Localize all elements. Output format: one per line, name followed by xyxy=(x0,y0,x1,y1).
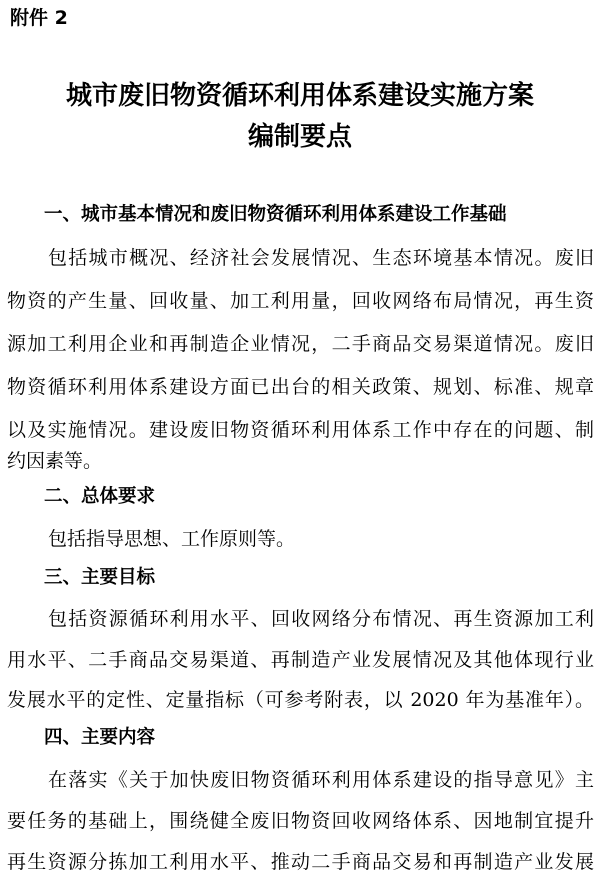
section-3-heading: 三、主要目标 xyxy=(44,567,156,588)
section-1-paragraph-line: 源加工利用企业和再制造企业情况，二手商品交易渠道情况。废旧 xyxy=(7,333,594,355)
section-2-heading: 二、总体要求 xyxy=(44,486,156,507)
section-3-paragraph-line: 发展水平的定性、定量指标（可参考附表，以 2020 年为基准年）。 xyxy=(7,689,594,711)
section-1-paragraph-line: 物资循环利用体系建设方面已出台的相关政策、规划、标准、规章 xyxy=(7,376,594,398)
section-4-heading: 四、主要内容 xyxy=(44,727,156,748)
section-4-paragraph-line: 在落实《关于加快废旧物资循环利用体系建设的指导意见》主 xyxy=(48,769,594,791)
document-title-line-1: 城市废旧物资循环利用体系建设实施方案 xyxy=(65,81,534,111)
section-3-paragraph-line: 包括资源循环利用水平、回收网络分布情况、再生资源加工利 xyxy=(48,608,594,630)
section-4-paragraph-line: 再生资源分拣加工利用水平、推动二手商品交易和再制造产业发展 xyxy=(7,851,594,873)
section-1-paragraph-line: 包括城市概况、经济社会发展情况、生态环境基本情况。废旧 xyxy=(48,247,594,269)
section-1-paragraph-line: 物资的产生量、回收量、加工利用量，回收网络布局情况，再生资 xyxy=(7,290,594,312)
section-3-paragraph-line: 用水平、二手商品交易渠道、再制造产业发展情况及其他体现行业 xyxy=(7,649,594,671)
attachment-label: 附件 2 xyxy=(10,7,68,29)
section-1-paragraph-line: 约因素等。 xyxy=(7,450,103,472)
section-1-paragraph-line: 以及实施情况。建设废旧物资循环利用体系工作中存在的问题、制 xyxy=(7,419,594,441)
document-title-line-2: 编制要点 xyxy=(247,122,352,152)
section-4-paragraph-line: 要任务的基础上，围绕健全废旧物资回收网络体系、因地制宜提升 xyxy=(7,810,594,832)
section-1-heading: 一、城市基本情况和废旧物资循环利用体系建设工作基础 xyxy=(44,204,507,225)
section-2-paragraph-line: 包括指导思想、工作原则等。 xyxy=(48,528,296,550)
